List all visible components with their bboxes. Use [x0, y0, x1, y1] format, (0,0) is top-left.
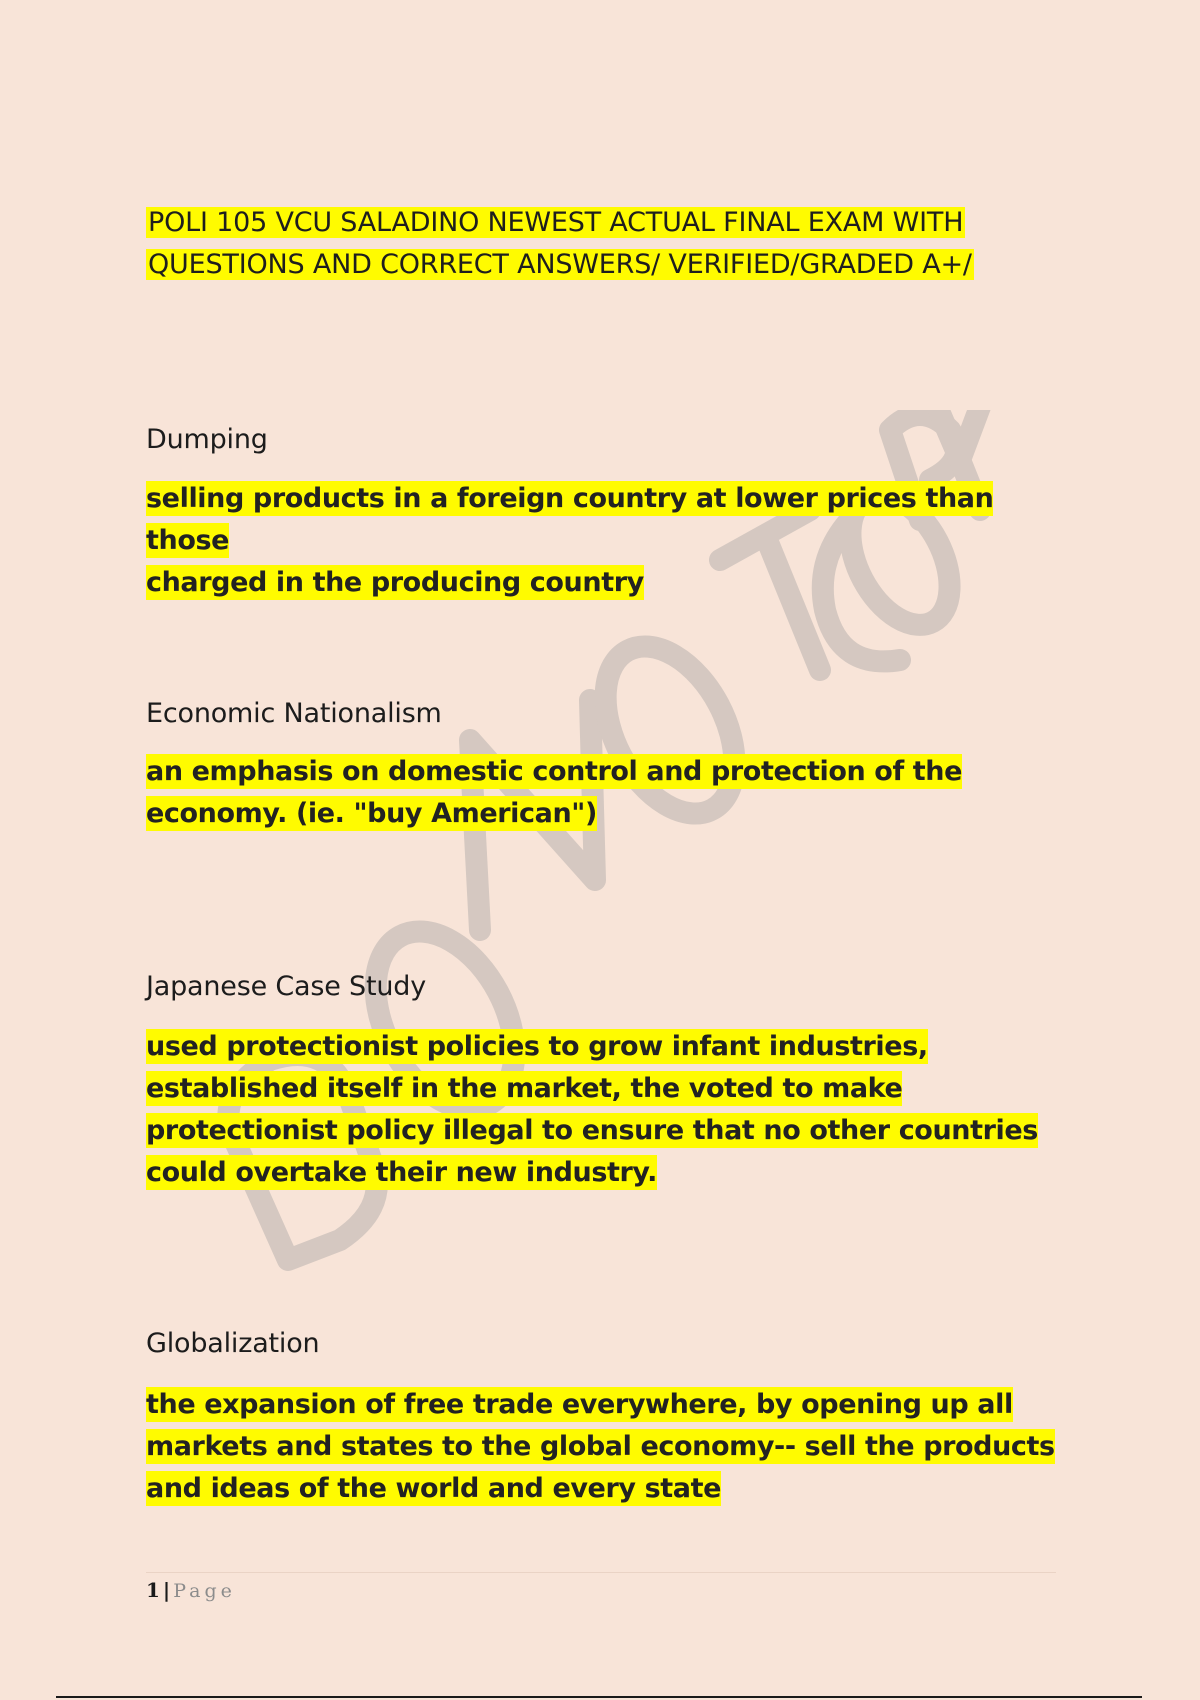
footer-separator: | — [162, 1578, 171, 1602]
definition-line: protectionist policy illegal to ensure that no other countries — [146, 1115, 1038, 1146]
definition-economic-nationalism — [146, 751, 962, 835]
definition-line: and ideas of the world and every state — [146, 1473, 722, 1504]
term-dumping: Dumping — [146, 424, 268, 455]
definition-line: charged in the producing country — [146, 567, 644, 598]
definition-line: the expansion of free trade everywhere, by opening up all — [146, 1389, 1013, 1420]
definition-line: could overtake their new industry. — [146, 1157, 657, 1188]
title-line: QUESTIONS AND CORRECT ANSWERS/ VERIFIED/GRADED A+/ — [148, 249, 972, 280]
definition-japanese-case-study — [146, 1026, 1038, 1194]
definition-line: established itself in the market, the voted to make — [146, 1073, 903, 1104]
definition-line: selling products in a foreign country at lower prices than those — [146, 483, 994, 556]
footer-divider — [146, 1572, 1056, 1573]
document-title — [146, 202, 974, 286]
page-footer — [146, 1578, 236, 1602]
definition-line: economy. (ie. "buy American") — [146, 798, 597, 829]
definition-dumping — [146, 478, 1066, 604]
definition-line: markets and states to the global economy-- sell the products — [146, 1431, 1055, 1462]
bottom-rule — [56, 1696, 1142, 1698]
term-economic-nationalism: Economic Nationalism — [146, 698, 442, 729]
page-label: Page — [173, 1580, 236, 1602]
page-number: 1 — [146, 1578, 160, 1602]
term-japanese-case-study: Japanese Case Study — [146, 971, 426, 1002]
definition-globalization — [146, 1384, 1055, 1510]
definition-line: used protectionist policies to grow infant industries, — [146, 1031, 928, 1062]
term-globalization: Globalization — [146, 1328, 320, 1359]
definition-line: an emphasis on domestic control and protection of the — [146, 756, 963, 787]
title-line: POLI 105 VCU SALADINO NEWEST ACTUAL FINAL EXAM WITH — [148, 207, 964, 238]
